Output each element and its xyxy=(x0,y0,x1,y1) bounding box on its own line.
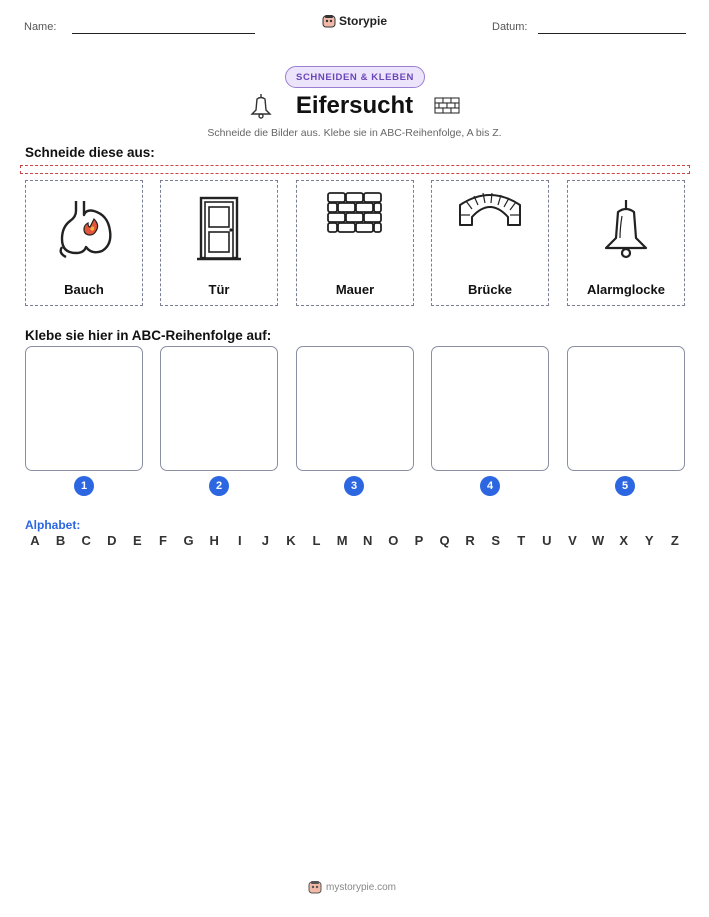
stomach-icon xyxy=(54,197,114,261)
paste-box-3[interactable] xyxy=(296,346,414,471)
alphabet-letter: J xyxy=(261,533,269,548)
position-number: 4 xyxy=(480,476,500,496)
alphabet-letter: B xyxy=(55,533,66,548)
name-label: Name: xyxy=(24,21,57,33)
name-line[interactable] xyxy=(72,33,255,34)
alphabet-letter: L xyxy=(312,533,321,548)
brick-wall-icon xyxy=(434,97,460,115)
alphabet-letter: F xyxy=(158,533,167,548)
cut-card-word: Bauch xyxy=(64,282,104,297)
cut-card-1[interactable] xyxy=(25,180,143,306)
date-label: Datum: xyxy=(492,21,528,33)
alphabet-letter: G xyxy=(183,533,194,548)
alphabet-letter: M xyxy=(336,533,348,548)
mascot-icon xyxy=(322,14,336,28)
alphabet-letter: O xyxy=(388,533,399,548)
alphabet-letter: I xyxy=(237,533,242,548)
bell-icon xyxy=(602,196,650,262)
alphabet-letter: Q xyxy=(439,533,450,548)
instructions: Schneide die Bilder aus. Klebe sie in ABC-Reihenfolge, A bis Z. xyxy=(207,127,502,139)
brick-wall-icon xyxy=(326,191,384,235)
paste-section-heading: Klebe sie hier in ABC-Reihenfolge auf: xyxy=(25,328,272,343)
alphabet-letter: K xyxy=(286,533,296,548)
page-title: Eifersucht xyxy=(295,92,414,119)
alphabet-letter: N xyxy=(363,533,373,548)
alphabet-letter: W xyxy=(591,533,605,548)
brand-name: Storypie xyxy=(339,14,388,28)
alphabet-letter: A xyxy=(30,533,40,548)
paste-box-1[interactable] xyxy=(25,346,143,471)
paste-box-2[interactable] xyxy=(160,346,278,471)
bridge-icon xyxy=(458,191,522,227)
activity-badge: SCHNEIDEN & KLEBEN xyxy=(285,66,425,88)
cut-card-4[interactable] xyxy=(431,180,549,306)
alphabet-label: Alphabet: xyxy=(25,518,81,532)
cut-section-heading: Schneide diese aus: xyxy=(25,145,155,160)
cut-card-2[interactable] xyxy=(160,180,278,306)
alphabet-letter: H xyxy=(209,533,219,548)
footer xyxy=(308,880,396,894)
alphabet-letter: Z xyxy=(670,533,679,548)
alphabet-letter: X xyxy=(619,533,628,548)
position-number: 3 xyxy=(344,476,364,496)
alphabet-letter: S xyxy=(491,533,501,548)
alphabet-row xyxy=(25,533,685,548)
cut-card-word: Mauer xyxy=(335,282,375,297)
cut-card-word: Tür xyxy=(208,282,230,297)
position-number: 1 xyxy=(74,476,94,496)
alphabet-letter: P xyxy=(414,533,424,548)
alphabet-letter: V xyxy=(568,533,577,548)
cut-card-word: Alarmglocke xyxy=(586,282,666,297)
date-line[interactable] xyxy=(538,33,686,34)
alphabet-letter: U xyxy=(542,533,552,548)
alphabet-letter: C xyxy=(81,533,91,548)
footer-link[interactable]: mystorypie.com xyxy=(326,881,397,893)
position-number: 5 xyxy=(615,476,635,496)
alphabet-letter: R xyxy=(465,533,475,548)
cut-card-3[interactable] xyxy=(296,180,414,306)
cut-card-5[interactable] xyxy=(567,180,685,306)
storypie-logo xyxy=(322,14,387,28)
cut-card-word: Brücke xyxy=(467,282,513,297)
position-number: 2 xyxy=(209,476,229,496)
alphabet-letter: Y xyxy=(644,533,654,548)
alphabet-letter: T xyxy=(517,533,526,548)
cut-line xyxy=(20,165,690,174)
alphabet-letter: E xyxy=(133,533,142,548)
paste-box-5[interactable] xyxy=(567,346,685,471)
alphabet-letter: D xyxy=(107,533,117,548)
door-icon xyxy=(195,195,243,263)
mascot-icon xyxy=(308,880,322,894)
paste-box-4[interactable] xyxy=(431,346,549,471)
